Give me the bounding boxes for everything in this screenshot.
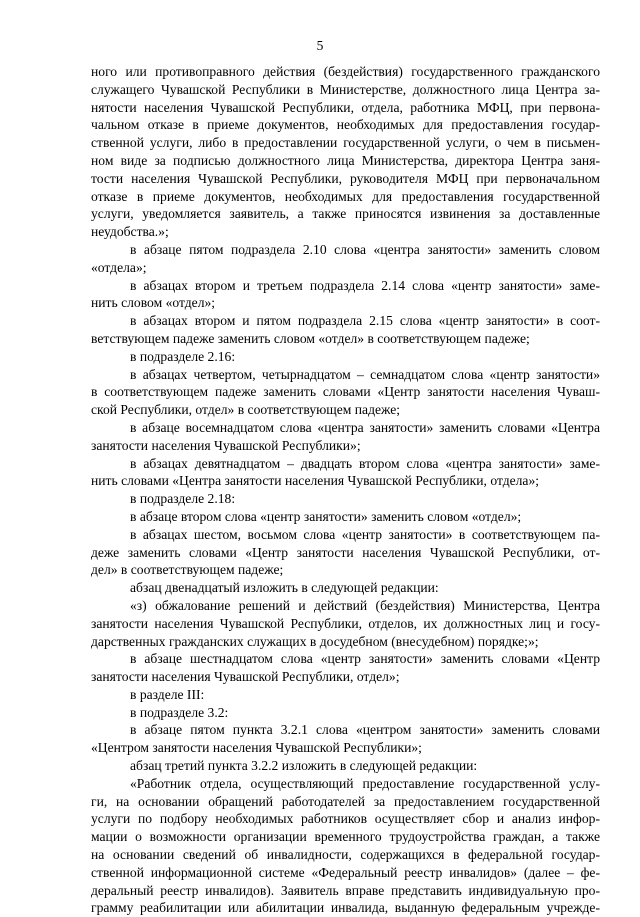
text-line: чальном отказе в приеме документов, необходимых для предоставления государ- <box>91 117 600 133</box>
text-line: в абзаце восемнадцатом слова «центра занятости» заменить словами «Центра <box>130 419 600 435</box>
text-line: ги, на основании обращений работодателей за предоставлением государственной <box>91 793 600 809</box>
text-line: в подразделе 2.16: <box>130 348 236 364</box>
text-line: ветствующем падеже заменить словом «отдел» в соответствующем падеже; <box>91 330 530 346</box>
text-line: грамму реабилитации или абилитации инвалида, выданную федеральным учрежде- <box>91 900 600 916</box>
document-body <box>91 63 600 917</box>
text-line: дел» в соответствующем падеже; <box>91 562 284 578</box>
text-line: в абзацах четвертом, четырнадцатом – семнадцатом слова «центр занятости» <box>130 366 600 382</box>
text-line: в разделе III: <box>130 686 205 702</box>
text-line: в абзаце шестнадцатом слова «центр занятости» заменить словами «Центр <box>130 651 600 667</box>
text-line: отказе в приеме документов, необходимых для предоставления государственной <box>91 188 600 204</box>
text-line: «Работник отдела, осуществляющий предоставление государственной услу- <box>130 775 600 791</box>
text-line: в абзацах девятнадцатом – двадцать втором слова «центра занятости» заме- <box>130 455 600 471</box>
page-number: 5 <box>316 38 324 53</box>
text-line: занятости населения Чувашской Республики, отдел»; <box>91 669 400 685</box>
text-line: в абзаце пятом подраздела 2.10 слова «центра занятости» заменить словом <box>130 241 600 257</box>
text-line: «Центром занятости населения Чувашской Республики»; <box>91 740 422 756</box>
text-line: в абзаце пятом пункта 3.2.1 слова «центром занятости» заменить словами <box>130 722 600 738</box>
text-line: служащего Чувашской Республики в Министерстве, должностного лица Центра за- <box>91 81 600 97</box>
text-line: абзац третий пункта 3.2.2 изложить в следующей редакции: <box>130 758 478 774</box>
text-line: ного или противоправного действия (бездействия) государственного гражданского <box>91 64 600 79</box>
text-line: неудобства.»; <box>91 224 169 240</box>
text-line: «отдела»; <box>91 259 147 275</box>
text-line: нить словами «Центра занятости населения Чувашской Республики, отдела»; <box>91 473 540 489</box>
text-line: абзац двенадцатый изложить в следующей редакции: <box>130 580 439 596</box>
text-line: мации о возможности организации временного трудоустройства граждан, а также <box>91 829 600 845</box>
text-line: деральный реестр инвалидов). Заявитель вправе представить индивидуальную про- <box>91 882 600 898</box>
text-line: занятости населения Чувашской Республики, отделов, их должностных лиц и госу- <box>91 615 600 631</box>
text-line: в абзацах втором и пятом подраздела 2.15 слова «центр занятости» в соот- <box>130 313 600 329</box>
text-line: нить словом «отдел»; <box>91 295 216 311</box>
text-line: в подразделе 2.18: <box>130 491 236 507</box>
text-line: деже заменить словами «Центр занятости населения Чувашской Республики, от- <box>91 544 600 560</box>
text-line: нятости населения Чувашской Республики, отдела, работника МФЦ, при первона- <box>91 99 600 115</box>
text-line: в абзацах шестом, восьмом слова «центр занятости» в соответствующем па- <box>130 526 600 542</box>
text-line: в подразделе 3.2: <box>130 704 229 720</box>
text-line: ном виде за подписью должностного лица Министерства, директора Центра заня- <box>91 152 600 168</box>
text-line: ственной услуги, либо в предоставлении государственной услуги, о чем в письмен- <box>91 135 600 151</box>
text-line: в абзаце втором слова «центр занятости» заменить словом «отдел»; <box>130 508 522 524</box>
text-line: тости населения Чувашской Республики, руководителя МФЦ при первоначальном <box>91 170 600 186</box>
text-line: дарственных гражданских служащих в досудебном (внесудебном) порядке;»; <box>91 633 539 649</box>
text-line: в абзацах втором и третьем подраздела 2.14 слова «центр занятости» заме- <box>130 277 600 293</box>
text-line: услуги по подбору необходимых работников осуществляет сбор и анализ инфор- <box>91 811 600 827</box>
text-line: занятости населения Чувашской Республики»; <box>91 437 361 453</box>
text-line: «з) обжалование решений и действий (бездействия) Министерства, Центра <box>130 597 600 613</box>
text-line: ской Республики, отдел» в соответствующем падеже; <box>91 402 401 418</box>
text-line: на основании сведений об инвалидности, содержащихся в федеральной государ- <box>91 847 600 863</box>
text-line: ственной информационной системе «Федеральный реестр инвалидов» (далее – фе- <box>91 864 600 880</box>
text-line: в соответствующем падеже заменить словами «Центр занятости населения Чуваш- <box>91 384 600 400</box>
text-line: услуги, уведомляется заявитель, а также приносятся извинения за доставленные <box>91 206 600 222</box>
